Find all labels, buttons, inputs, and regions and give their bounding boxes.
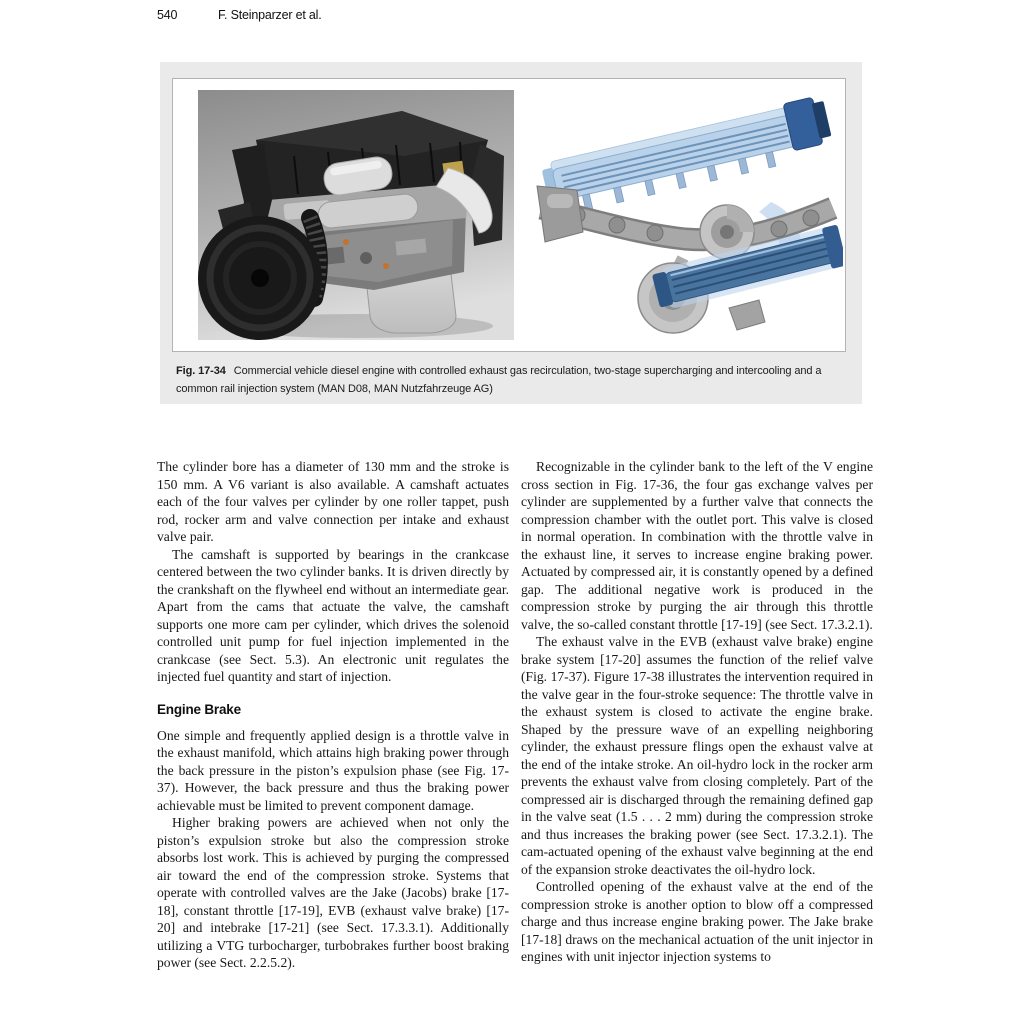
figure-panel [172,78,846,352]
running-head [157,8,322,22]
right-column [521,458,873,972]
figure-caption [176,363,848,398]
paragraph-constant-throttle: Recognizable in the cylinder bank to the left of the V engine cross section in Fig. 17-36, the four gas exchange valves per cylinder are supplemented by a further valve that connects the compression chamber with the outlet port. This valve is closed in normal operation. In combination with the throttle valve in the exhaust line, it serves to increase engine braking power. Actuated by compressed air, it is constantly opened by a defined gap. The additional negative work is produced in the compression stroke by purging the air through this throttle valve, the so-called constant throttle [17-19] (see Sect. 17.3.2.1). [521,459,873,632]
page-number: 540 [157,8,178,22]
left-column [157,458,509,972]
figure-17-34 [160,62,862,404]
diesel-engine-photo [198,90,514,340]
paragraph-bore-stroke: The cylinder bore has a diameter of 130 mm and the stroke is 150 mm. A V6 variant is also available. A camshaft actuates each of the four valves per cylinder by one roller tappet, push rod, rocker arm and valve connection per intake and exhaust valve pair. [157,459,509,544]
paragraph-throttle-valve: One simple and frequently applied design is a throttle valve in the exhaust manifold, which attains high braking power through the back pressure in the piston’s expulsion phase (see Fig. 17-37). However, the back pressure and thus the braking power achievable must be limited to prevent component damage. [157,727,509,813]
egr-cooler-and-turbocharger-render [533,90,843,340]
running-head-authors: F. Steinparzer et al. [218,8,322,22]
paragraph-evb: The exhaust valve in the EVB (exhaust valve brake) engine brake system [17-20] assumes the function of the relief valve (Fig. 17-37). Figure 17-38 illustrates the intervention required in the valve gear in the four-stroke sequence: The throttle valve in the exhaust system is closed to activate the engine brake. Shaped by the pressure wave of an expelling neighboring cylinder, the exhaust pressure flings open the exhaust valve at the end of the intake stroke. An oil-hydro lock in the rocker arm prevents the exhaust valve from closing completely. Part of the compressed air is discharged through the remaining defined gap in the valve seat (1.5 . . . 2 mm) during the compression stroke and thus increases the braking power (see Sect. 17.3.2.1). The cam-actuated opening of the exhaust valve beginning at the end of the expansion stroke deactivates the oil-hydro lock. [521,634,873,877]
body-text [157,458,873,972]
paragraph-higher-braking: Higher braking powers are achieved when not only the piston’s expulsion stroke but also the compression stroke absorbs lost work. This is achieved by purging the compressed air toward the end of the compression stroke. Systems that operate with controlled valves are the Jake (Jacobs) brake [17-18], constant throttle [17-19], EVB (exhaust valve brake) [17-20] and intebrake [17-21] (see Sect. 17.3.3.1). Additionally utilizing a VTG turbocharger, turbobrakes further boost braking power (see Sect. 2.2.5.2). [157,815,509,970]
paragraph-camshaft: The camshaft is supported by bearings in the crankcase centered between the two cylinder banks. It is driven directly by the crankshaft on the flywheel end without an intermediate gear. Apart from the cams that actuate the valve, the camshaft supports one more cam per cylinder, which drives the solenoid controlled unit pump for fuel injection implemented in the crankcase (see Sect. 5.3). An electronic unit regulates the injected fuel quantity and start of injection. [157,546,509,684]
section-heading-engine-brake: Engine Brake [157,701,241,717]
figure-label: Fig. 17-34 [176,365,226,377]
figure-caption-text: Commercial vehicle diesel engine with controlled exhaust gas recirculation, two-stage supercharging and intercooling and a common rail injection system (MAN D08, MAN Nutzfahrzeuge AG) [176,365,822,395]
paragraph-controlled-opening: Controlled opening of the exhaust valve at the end of the compression stroke is another option to blow off a compressed charge and thus increase engine braking power. The Jake brake [17-18] draws on the mechanical actuation of the unit injector in engines with unit injector injection systems to [521,879,873,964]
